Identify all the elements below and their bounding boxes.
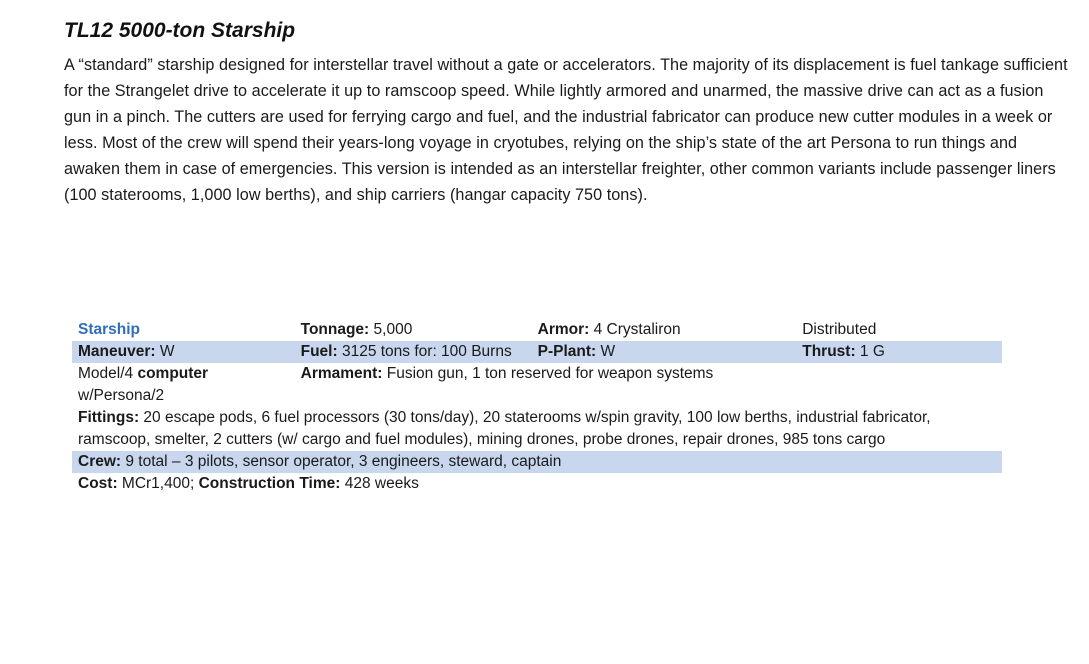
fittings-cell xyxy=(72,407,1002,451)
armament-label: Armament: xyxy=(300,365,383,382)
stat-block-table xyxy=(72,319,1002,495)
computer-label: computer xyxy=(137,365,209,382)
pplant-value: W xyxy=(596,343,616,360)
ship-type-cell xyxy=(72,319,295,341)
tonnage-value: 5,000 xyxy=(369,321,413,338)
maneuver-label: Maneuver: xyxy=(78,343,156,360)
construction-label: Construction Time: xyxy=(198,475,341,492)
stat-row-header xyxy=(72,319,1002,341)
construction-value: 428 weeks xyxy=(340,475,419,492)
hull-config: Distributed xyxy=(802,321,877,338)
fittings-label: Fittings: xyxy=(78,409,140,426)
fuel-value: 3125 tons for: 100 Burns xyxy=(337,343,512,360)
stat-row-computer xyxy=(72,363,1002,407)
thrust-label: Thrust: xyxy=(802,343,856,360)
computer-cell xyxy=(72,363,295,407)
fittings-value: 20 escape pods, 6 fuel processors (30 tons/day), 20 staterooms w/spin gravity, 100 low berths, industrial fabricator, ramscoop, smelter, 2 cutters (w/ cargo and fuel modules), mining drones, probe drones, repair drones, 985 tons cargo xyxy=(78,409,931,448)
armor-value: 4 Crystaliron xyxy=(589,321,681,338)
fuel-cell xyxy=(295,341,532,363)
armament-value: Fusion gun, 1 ton reserved for weapon systems xyxy=(382,365,714,382)
maneuver-cell xyxy=(72,341,295,363)
stat-row-drive xyxy=(72,341,1002,363)
stat-row-fittings xyxy=(72,407,1002,451)
cost-value: MCr1,400; xyxy=(117,475,199,492)
ship-description: A “standard” starship designed for interstellar travel without a gate or accelerators. The majority of its displacement is fuel tankage sufficient for the Strangelet drive to accelerate it up to ramscoop speed. While lightly armored and unarmed, the massive drive can act as a fusion gun in a pinch. The cutters are used for ferrying cargo and fuel, and the industrial fabricator can produce new cutter modules in a week or less. Most of the crew will spend their years-long voyage in cryotubes, relying on the ship’s state of the art Persona to run things and awaken them in case of emergencies. This version is intended as an interstellar freighter, other common variants include passenger liners (100 staterooms, 1,000 low berths), and ship carriers (hangar capacity 750 tons). xyxy=(64,56,1068,205)
armor-label: Armor: xyxy=(537,321,590,338)
armament-cell xyxy=(295,363,1002,407)
computer-model: Model/4 xyxy=(78,365,138,382)
stat-row-cost xyxy=(72,473,1002,495)
pplant-cell xyxy=(532,341,797,363)
fuel-label: Fuel: xyxy=(300,343,338,360)
stat-row-crew xyxy=(72,451,1002,473)
document-title: TL12 5000-ton Starship xyxy=(64,19,296,42)
armor-cell xyxy=(532,319,797,341)
document-body xyxy=(64,14,1074,209)
thrust-cell xyxy=(796,341,1002,363)
maneuver-value: W xyxy=(155,343,175,360)
crew-value: 9 total – 3 pilots, sensor operator, 3 engineers, steward, captain xyxy=(121,453,562,470)
tonnage-label: Tonnage: xyxy=(300,321,370,338)
pplant-label: P-Plant: xyxy=(537,343,597,360)
cost-label: Cost: xyxy=(78,475,118,492)
crew-cell xyxy=(72,451,1002,473)
tonnage-cell xyxy=(295,319,532,341)
cost-cell xyxy=(72,473,1002,495)
thrust-value: 1 G xyxy=(855,343,885,360)
hull-config-cell xyxy=(796,319,1002,341)
ship-type: Starship xyxy=(78,321,141,338)
crew-label: Crew: xyxy=(78,453,122,470)
computer-software: w/Persona/2 xyxy=(78,387,165,404)
